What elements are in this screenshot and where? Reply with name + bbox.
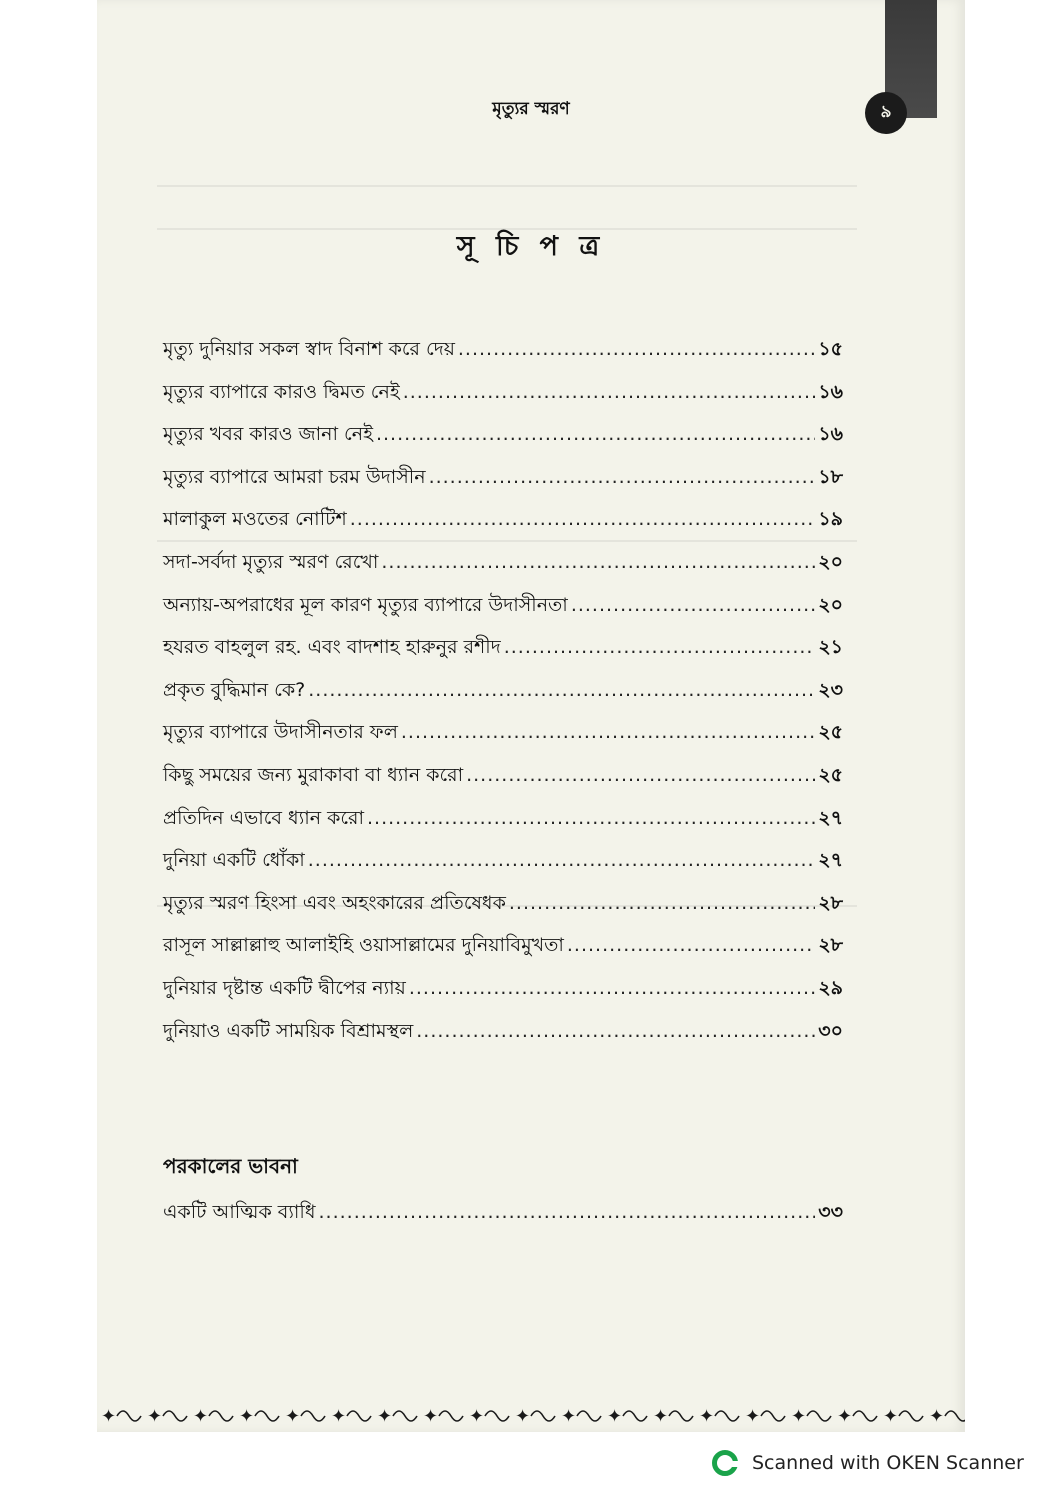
toc-entry-page: ৩৩ xyxy=(818,1201,843,1223)
toc-entry xyxy=(163,846,843,889)
dot-leader xyxy=(403,381,816,403)
toc-entry xyxy=(163,761,843,804)
dot-leader xyxy=(416,1020,815,1042)
ornament-scroll-icon xyxy=(761,1411,785,1421)
ornament-scroll-icon xyxy=(393,1411,417,1421)
ornament-star-icon: ✦ xyxy=(745,1406,761,1427)
toc-entry-page: ২৭ xyxy=(818,806,843,829)
ornament-scroll-icon xyxy=(347,1411,371,1421)
toc-entry-title: হযরত বাহলুল রহ. এবং বাদশাহ হারুনুর রশীদ xyxy=(163,636,501,659)
dot-leader xyxy=(571,594,815,616)
toc-entry-page: ২৮ xyxy=(818,934,843,957)
ornament-scroll-icon xyxy=(945,1411,965,1421)
dot-leader xyxy=(504,636,816,658)
toc-entry xyxy=(163,378,843,421)
dot-leader xyxy=(308,849,816,871)
ornament-scroll-icon xyxy=(531,1411,555,1421)
page-number-badge: ৯ xyxy=(865,92,907,134)
toc-entry-title: সদা-সর্বদা মৃত্যুর স্মরণ রেখো xyxy=(163,550,379,573)
ornament-star-icon: ✦ xyxy=(285,1406,301,1427)
toc-entry-title: দুনিয়া একটি ধোঁকা xyxy=(163,849,305,872)
dot-leader xyxy=(376,423,815,445)
toc-entry xyxy=(163,548,843,591)
ornament-star-icon: ✦ xyxy=(331,1406,347,1427)
toc-entry xyxy=(163,633,843,676)
toc-entry-page: ২৯ xyxy=(818,976,843,999)
toc-entry-page: ২৫ xyxy=(818,763,843,786)
toc-entry-page: ২৩ xyxy=(818,678,843,701)
ornament-star-icon: ✦ xyxy=(791,1406,807,1427)
toc-entry-title: একটি আত্মিক ব্যাধি xyxy=(163,1201,316,1223)
ornament-star-icon: ✦ xyxy=(515,1406,531,1427)
ornament-scroll-icon xyxy=(853,1411,877,1421)
toc-entry-title: প্রকৃত বুদ্ধিমান কে? xyxy=(163,678,306,701)
oken-logo-icon xyxy=(712,1450,738,1476)
dot-leader xyxy=(409,977,815,999)
toc-entry-page: ১৯ xyxy=(818,508,843,531)
toc-entry-title: অন্যায়-অপরাধের মূল কারণ মৃত্যুর ব্যাপারে উদাসীনতা xyxy=(163,593,568,616)
toc-entry xyxy=(163,505,843,548)
dot-leader xyxy=(466,764,815,786)
dot-leader xyxy=(381,551,815,573)
ornament-scroll-icon xyxy=(577,1411,601,1421)
ornament-star-icon: ✦ xyxy=(239,1406,255,1427)
toc-entry-page: ১৫ xyxy=(818,338,843,360)
ornament-star-icon: ✦ xyxy=(929,1406,945,1427)
toc-entry-title: মৃত্যু দুনিয়ার সকল স্বাদ বিনাশ করে দেয় xyxy=(163,338,455,360)
section-toc-list xyxy=(163,1198,843,1241)
dot-leader xyxy=(509,892,815,914)
dot-leader xyxy=(350,508,816,530)
ornament-scroll-icon xyxy=(807,1411,831,1421)
toc-entry-page: ৩০ xyxy=(818,1019,843,1042)
bleed-through-line xyxy=(157,185,857,187)
ornament-scroll-icon xyxy=(163,1411,187,1421)
dot-leader xyxy=(308,679,815,701)
ornament-star-icon: ✦ xyxy=(469,1406,485,1427)
ornament-star-icon: ✦ xyxy=(699,1406,715,1427)
toc-entry-title: দুনিয়ার দৃষ্টান্ত একটি দ্বীপের ন্যায় xyxy=(163,976,406,999)
ornament-scroll-icon xyxy=(485,1411,509,1421)
ornament-border-icon xyxy=(97,1400,965,1430)
toc-entry-page: ২৮ xyxy=(818,891,843,914)
scanner-watermark xyxy=(712,1450,1024,1476)
ornament-scroll-icon xyxy=(439,1411,463,1421)
running-title: মৃত্যুর স্মরণ xyxy=(492,99,570,119)
dot-leader xyxy=(567,934,815,956)
ornament-star-icon: ✦ xyxy=(653,1406,669,1427)
section-heading: পরকালের ভাবনা xyxy=(163,1154,298,1178)
dot-leader xyxy=(429,466,816,488)
toc-entry xyxy=(163,1017,843,1060)
ornament-scroll-icon xyxy=(899,1411,923,1421)
ornament-star-icon: ✦ xyxy=(147,1406,163,1427)
ornament-scroll-icon xyxy=(623,1411,647,1421)
ornament-scroll-icon xyxy=(255,1411,279,1421)
toc-entry-page: ২১ xyxy=(818,636,843,659)
toc-entry-page: ১৬ xyxy=(818,423,843,446)
ornament-scroll-icon xyxy=(301,1411,325,1421)
toc-entry-title: দুনিয়াও একটি সাময়িক বিশ্রামস্থল xyxy=(163,1019,414,1042)
toc-entry-title: মৃত্যুর ব্যাপারে কারও দ্বিমত নেই xyxy=(163,380,400,403)
toc-entry-page: ১৮ xyxy=(818,465,843,488)
dot-leader xyxy=(319,1201,816,1223)
scanner-label: Scanned with OKEN Scanner xyxy=(752,1452,1024,1474)
toc-entry-title: মৃত্যুর ব্যাপারে উদাসীনতার ফল xyxy=(163,721,398,744)
ornament-star-icon: ✦ xyxy=(423,1406,439,1427)
toc-entry-title: প্রতিদিন এভাবে ধ্যান করো xyxy=(163,806,364,829)
toc-entry-page: ২০ xyxy=(818,550,843,573)
toc-entry xyxy=(163,420,843,463)
ornament-star-icon: ✦ xyxy=(837,1406,853,1427)
ornament-star-icon: ✦ xyxy=(561,1406,577,1427)
ornament-star-icon: ✦ xyxy=(377,1406,393,1427)
ornament-star-icon: ✦ xyxy=(193,1406,209,1427)
toc-entry-title: মৃত্যুর স্মরণ হিংসা এবং অহংকারের প্রতিষেধক xyxy=(163,891,506,914)
toc-entry-title: কিছু সময়ের জন্য মুরাকাবা বা ধ্যান করো xyxy=(163,763,464,786)
toc-entry xyxy=(163,974,843,1017)
ornament-scroll-icon xyxy=(209,1411,233,1421)
ornament-star-icon: ✦ xyxy=(883,1406,899,1427)
ornament-star-icon: ✦ xyxy=(607,1406,623,1427)
toc-entry-title: মালাকুল মওতের নোটিশ xyxy=(163,508,347,531)
dot-leader xyxy=(401,721,815,743)
toc-entry-title: মৃত্যুর খবর কারও জানা নেই xyxy=(163,423,373,446)
toc-entry-page: ২৫ xyxy=(818,721,843,744)
toc-entry xyxy=(163,931,843,974)
toc-entry xyxy=(163,1198,843,1241)
toc-entry-title: রাসূল সাল্লাল্লাহু আলাইহি ওয়াসাল্লামের দুনিয়াবিমুখতা xyxy=(163,934,564,957)
book-page xyxy=(97,0,965,1432)
toc-entry xyxy=(163,591,843,634)
toc-entry xyxy=(163,335,843,378)
toc-entry-page: ২৭ xyxy=(818,849,843,872)
toc-entry-page: ২০ xyxy=(818,593,843,616)
toc-entry xyxy=(163,676,843,719)
toc-entry xyxy=(163,804,843,847)
toc-entry xyxy=(163,718,843,761)
toc-entry-title: মৃত্যুর ব্যাপারে আমরা চরম উদাসীন xyxy=(163,465,426,488)
ornament-scroll-icon xyxy=(715,1411,739,1421)
ornament-scroll-icon xyxy=(669,1411,693,1421)
toc-entry xyxy=(163,889,843,932)
toc-list xyxy=(163,335,843,1059)
toc-entry-page: ১৬ xyxy=(818,380,843,403)
ornament-scroll-icon xyxy=(117,1411,141,1421)
toc-entry xyxy=(163,463,843,506)
ornament-star-icon: ✦ xyxy=(101,1406,117,1427)
dot-leader xyxy=(458,338,815,360)
toc-heading: সূ চি প ত্র xyxy=(456,231,606,262)
dot-leader xyxy=(367,807,815,829)
